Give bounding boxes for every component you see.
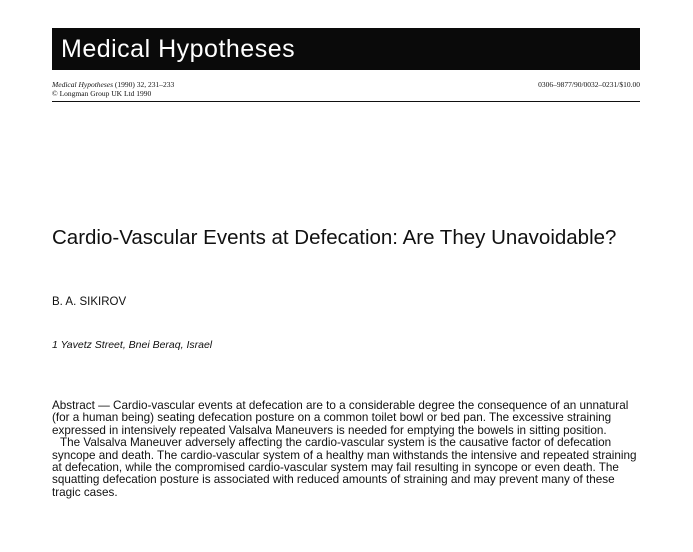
article-title: Cardio-Vascular Events at Defecation: Are They Unavoidable? [52, 226, 617, 249]
abstract [52, 400, 642, 499]
abstract-paragraph-1: Abstract — Cardio-vascular events at defecation are to a considerable degree the consequence of an unnatural (for a human being) seating defecation posture on a common toilet bowl or bed pan. The excessive straining expressed in intensively repeated Valsalva Maneuvers is needed for emptying the bowels in sitting position. [52, 399, 629, 437]
journal-banner [52, 28, 640, 70]
citation-journal: Medical Hypotheses [52, 80, 114, 89]
abstract-paragraph-2: The Valsalva Maneuver adversely affecting the cardio-vascular system is the causative factor of defecation syncope and death. The cardio-vascular system of a healthy man withstands the intensive and repeated straining at defecation, while the compromised cardio-vascular system may fail resulting in syncope or even death. The squatting defecation posture is associated with reduced amounts of straining and may prevent many of these tragic cases. [52, 436, 637, 499]
copyright-line: © Longman Group UK Ltd 1990 [52, 89, 152, 98]
citation-details: (1990) 32, 231–233 [113, 80, 175, 89]
author-name: B. A. SIKIROV [52, 296, 127, 308]
citation-block [52, 80, 174, 98]
citation-line [52, 80, 174, 89]
journal-banner-title: Medical Hypotheses [61, 35, 296, 63]
header-divider [52, 101, 640, 102]
issn-code: 0306–9877/90/0032–0231/$10.00 [538, 80, 640, 89]
author-affiliation: 1 Yavetz Street, Bnei Beraq, Israel [52, 339, 213, 351]
